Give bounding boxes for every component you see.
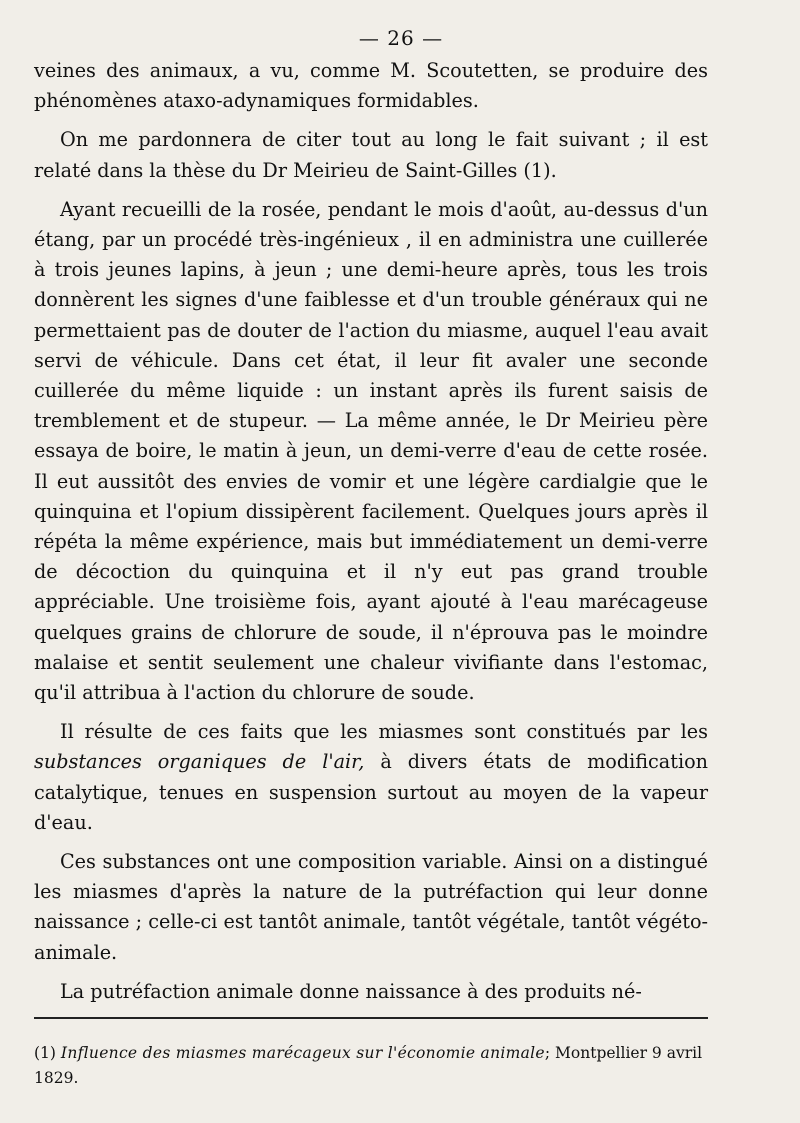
conclusion-italic-term: substances organiques de l'air, xyxy=(34,750,365,774)
paragraph-putrefaction: La putréfaction animale donne naissance à des produits né- xyxy=(60,979,642,1003)
footnote-divider xyxy=(34,1017,708,1019)
footnote-rest: ; Montpellier 9 avril 1829. xyxy=(34,1044,703,1088)
paragraph-continuation: veines des animaux, a vu, comme M. Scoutetten, se produire des phénomènes ataxo-adynamiques formidables. xyxy=(34,59,708,113)
paragraph-experiment: Ayant recueilli de la rosée, pendant le mois d'août, au-dessus d'un étang, par un procédé très-ingénieux , il en administra une cuillerée à trois jeunes lapins, à jeun ; une demi-heure après, tous les trois donnèrent les signes d'une faiblesse et d'un trouble généraux qui ne permettaient pas de douter de l'action du miasme, auquel l'eau avait servi de véhicule. Dans cet état, il leur fit avaler une seconde cuillerée du même liquide : un instant après ils furent saisis de tremblement et de stupeur. — La même année, le Dr Meirieu père essaya de boire, le matin à jeun, un demi-verre d'eau de cette rosée. Il eut aussitôt des envies de vomir et une légère cardialgie que le quinquina et l'opium dissipèrent facilement. Quelques jours après il répéta la même expérience, mais but immédiatement un demi-verre de décoction du quinquina et il n'y eut pas grand trouble appréciable. Une troisième fois, ayant ajouté à l'eau marécageuse quelques grains de chlorure de soude, il n'éprouva pas le moindre malaise et sentit seulement une chaleur vivifiante dans l'estomac, qu'il attribua à l'action du chlorure de soude. xyxy=(34,197,708,705)
conclusion-text-before: Il résulte de ces faits que les miasmes sont constitués par les xyxy=(60,720,708,744)
conclusion-text-after: à divers états de modification catalytique, tenues en suspension surtout au moyen de la vapeur d'eau. xyxy=(34,750,708,834)
footnote-marker: (1) xyxy=(34,1044,56,1063)
paragraph-citation-intro: On me pardonnera de citer tout au long le fait suivant ; il est relaté dans la thèse du Dr Meirieu de Saint-Gilles (1). xyxy=(34,128,708,182)
footnote-title: Influence des miasmes marécageux sur l'économie animale xyxy=(60,1044,545,1063)
footnote xyxy=(34,1041,708,1091)
page-number: — 26 — xyxy=(358,26,444,50)
paragraph-conclusion xyxy=(34,717,708,838)
paragraph-substances: Ces substances ont une composition variable. Ainsi on a distingué les miasmes d'après la nature de la putréfaction qui leur donne naissance ; celle-ci est tantôt animale, tantôt végétale, tantôt végéto-animale. xyxy=(34,850,708,964)
